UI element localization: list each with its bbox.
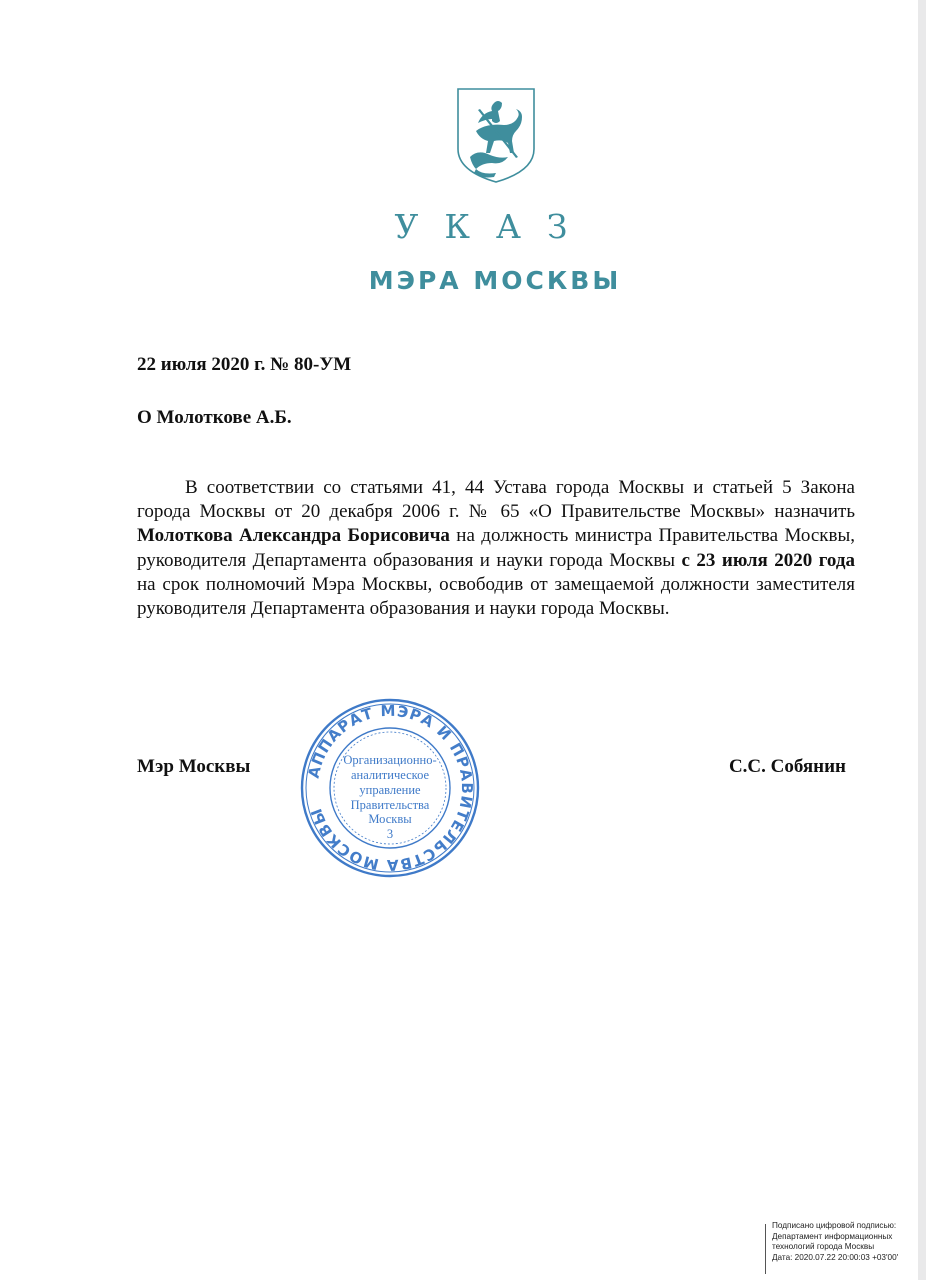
official-seal-stamp xyxy=(298,696,482,880)
signatory-name: С.С. Собянин xyxy=(728,756,846,777)
document-date-number: 22 июля 2020 г. № 80-УМ xyxy=(137,354,352,375)
decree-subtitle: МЭРА МОСКВЫ xyxy=(368,266,622,295)
seal-outer-text: АППАРАТ МЭРА И ПРАВИТЕЛЬСТВА МОСКВЫ xyxy=(304,701,477,875)
appointee-name: Молоткова Александра Борисовича xyxy=(137,525,450,547)
document-subject: О Молоткове А.Б. xyxy=(137,407,292,428)
digital-signature-line-2: Департамент информационных xyxy=(772,1231,893,1241)
signatory-position: Мэр Москвы xyxy=(137,756,251,777)
body-text-part1: В соответствии со статьями 41, 44 Устава города Москвы и статьей 5 Закона города Москвы от 20 декабря 2006 г. № 65 «О Правительстве Москвы» назначить xyxy=(137,477,855,523)
seal-line-3: управление xyxy=(359,783,421,797)
seal-number: 3 xyxy=(386,827,394,841)
seal-line-2: аналитическое xyxy=(350,768,430,782)
digital-signature-divider xyxy=(765,1224,766,1274)
moscow-coat-of-arms-icon xyxy=(456,87,536,184)
body-text-part3: на срок полномочий Мэра Москвы, освободив от замещаемой должности заместителя руководителя Департамента образования и науки города Москвы. xyxy=(137,573,855,620)
effective-date: с 23 июля 2020 года xyxy=(681,549,855,571)
digital-signature-line-3: технологий города Москвы xyxy=(772,1242,875,1251)
digital-signature-block xyxy=(772,1221,912,1263)
document-body xyxy=(137,476,855,621)
body-text-part2: на должность министра Правительства Москвы, руководителя Департамента образования и науки города Москвы xyxy=(137,525,855,571)
digital-signature-line-1: Подписано цифровой подписью: xyxy=(772,1221,897,1230)
seal-line-1: Организационно- xyxy=(343,753,437,767)
digital-signature-line-4: Дата: 2020.07.22 20:00:03 +03'00' xyxy=(772,1252,899,1262)
decree-title: УКАЗ xyxy=(394,207,594,246)
seal-line-4: Правительства xyxy=(350,798,430,812)
seal-line-5: Москвы xyxy=(368,812,412,826)
